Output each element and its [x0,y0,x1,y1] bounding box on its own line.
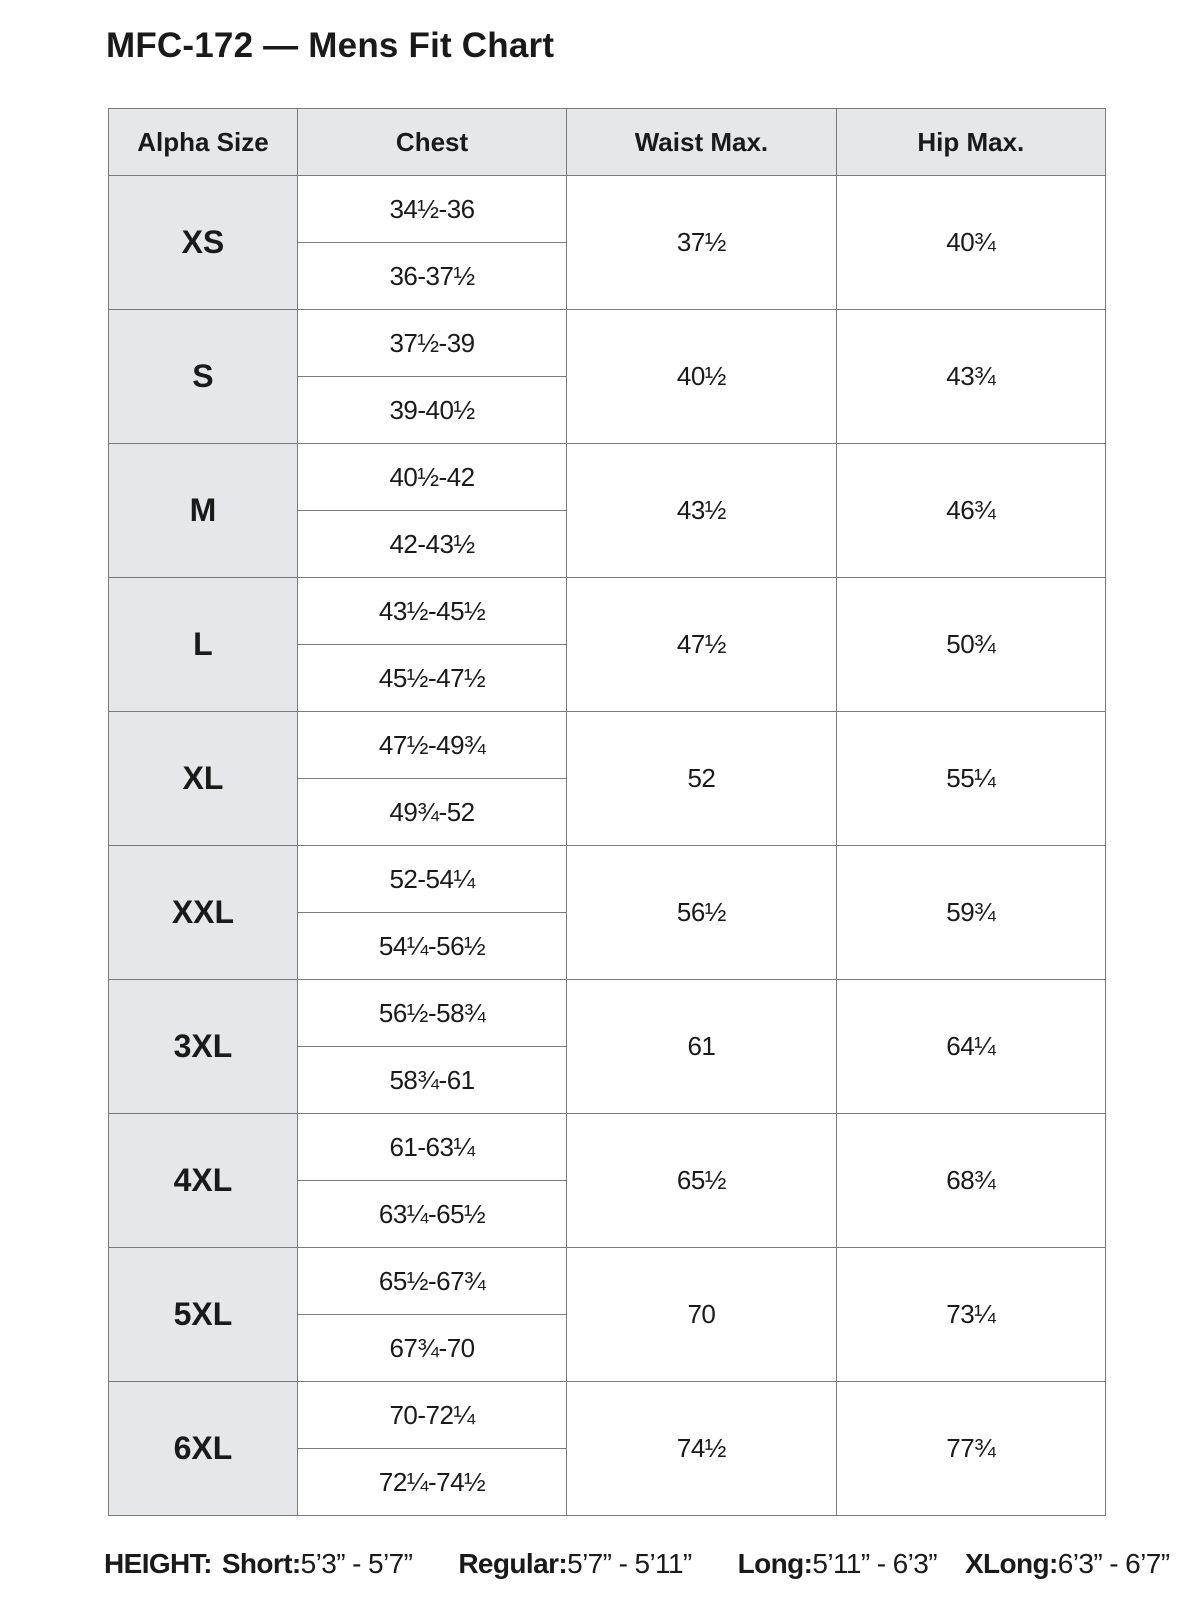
alpha-size-cell: XS [109,176,298,310]
height-xlong-label: XLong: [964,1548,1058,1579]
table-row [109,980,1106,1047]
alpha-size-cell: 5XL [109,1248,298,1382]
waist-max-cell: 74½ [567,1382,836,1516]
chest-range-cell: 63¼-65½ [297,1181,566,1248]
alpha-size-cell: 6XL [109,1382,298,1516]
header-waist-max: Waist Max. [567,109,836,176]
waist-max-cell: 37½ [567,176,836,310]
chest-range-cell: 39-40½ [297,377,566,444]
hip-max-cell: 59¾ [836,846,1105,980]
height-short-label: Short: [221,1548,301,1579]
waist-max-cell: 47½ [567,578,836,712]
header-chest: Chest [297,109,566,176]
chest-range-cell: 65½-67¾ [297,1248,566,1315]
chest-range-cell: 54¼-56½ [297,913,566,980]
header-row [109,109,1106,176]
header-alpha-size: Alpha Size [109,109,298,176]
alpha-size-cell: 3XL [109,980,298,1114]
chest-range-cell: 40½-42 [297,444,566,511]
fit-chart-table [108,108,1106,1516]
alpha-size-cell: L [109,578,298,712]
table-row [109,712,1106,779]
height-long-value: 5’11” - 6’3” [812,1548,937,1579]
waist-max-cell: 43½ [567,444,836,578]
chest-range-cell: 58¾-61 [297,1047,566,1114]
hip-max-cell: 40¾ [836,176,1105,310]
table-row [109,176,1106,243]
waist-max-cell: 61 [567,980,836,1114]
page-title: MFC-172 — Mens Fit Chart [106,26,555,65]
chest-range-cell: 36-37½ [297,243,566,310]
hip-max-cell: 43¾ [836,310,1105,444]
chest-range-cell: 49¾-52 [297,779,566,846]
height-long-label: Long: [737,1548,813,1579]
chest-range-cell: 34½-36 [297,176,566,243]
alpha-size-cell: S [109,310,298,444]
hip-max-cell: 55¼ [836,712,1105,846]
alpha-size-cell: XL [109,712,298,846]
chest-range-cell: 47½-49¾ [297,712,566,779]
chest-range-cell: 56½-58¾ [297,980,566,1047]
hip-max-cell: 68¾ [836,1114,1105,1248]
height-regular-label: Regular: [458,1548,568,1579]
chest-range-cell: 70-72¼ [297,1382,566,1449]
table-row [109,578,1106,645]
waist-max-cell: 56½ [567,846,836,980]
height-regular-value: 5’7” - 5’11” [567,1548,692,1579]
height-xlong-value: 6’3” - 6’7” [1057,1548,1170,1579]
alpha-size-cell: M [109,444,298,578]
chest-range-cell: 45½-47½ [297,645,566,712]
chest-range-cell: 43½-45½ [297,578,566,645]
hip-max-cell: 64¼ [836,980,1105,1114]
height-short-value: 5’3” - 5’7” [300,1548,413,1579]
table-row [109,1248,1106,1315]
table-row [109,310,1106,377]
alpha-size-cell: XXL [109,846,298,980]
waist-max-cell: 70 [567,1248,836,1382]
waist-max-cell: 40½ [567,310,836,444]
hip-max-cell: 50¾ [836,578,1105,712]
chest-range-cell: 61-63¼ [297,1114,566,1181]
height-legend [104,1548,1169,1580]
alpha-size-cell: 4XL [109,1114,298,1248]
fit-chart-body [109,176,1106,1516]
chest-range-cell: 72¼-74½ [297,1449,566,1516]
table-row [109,1114,1106,1181]
hip-max-cell: 77¾ [836,1382,1105,1516]
chest-range-cell: 42-43½ [297,511,566,578]
waist-max-cell: 52 [567,712,836,846]
height-label: HEIGHT: [104,1548,212,1579]
chest-range-cell: 52-54¼ [297,846,566,913]
chest-range-cell: 67¾-70 [297,1315,566,1382]
chest-range-cell: 37½-39 [297,310,566,377]
header-hip-max: Hip Max. [836,109,1105,176]
table-row [109,444,1106,511]
hip-max-cell: 46¾ [836,444,1105,578]
hip-max-cell: 73¼ [836,1248,1105,1382]
waist-max-cell: 65½ [567,1114,836,1248]
table-row [109,846,1106,913]
table-row [109,1382,1106,1449]
